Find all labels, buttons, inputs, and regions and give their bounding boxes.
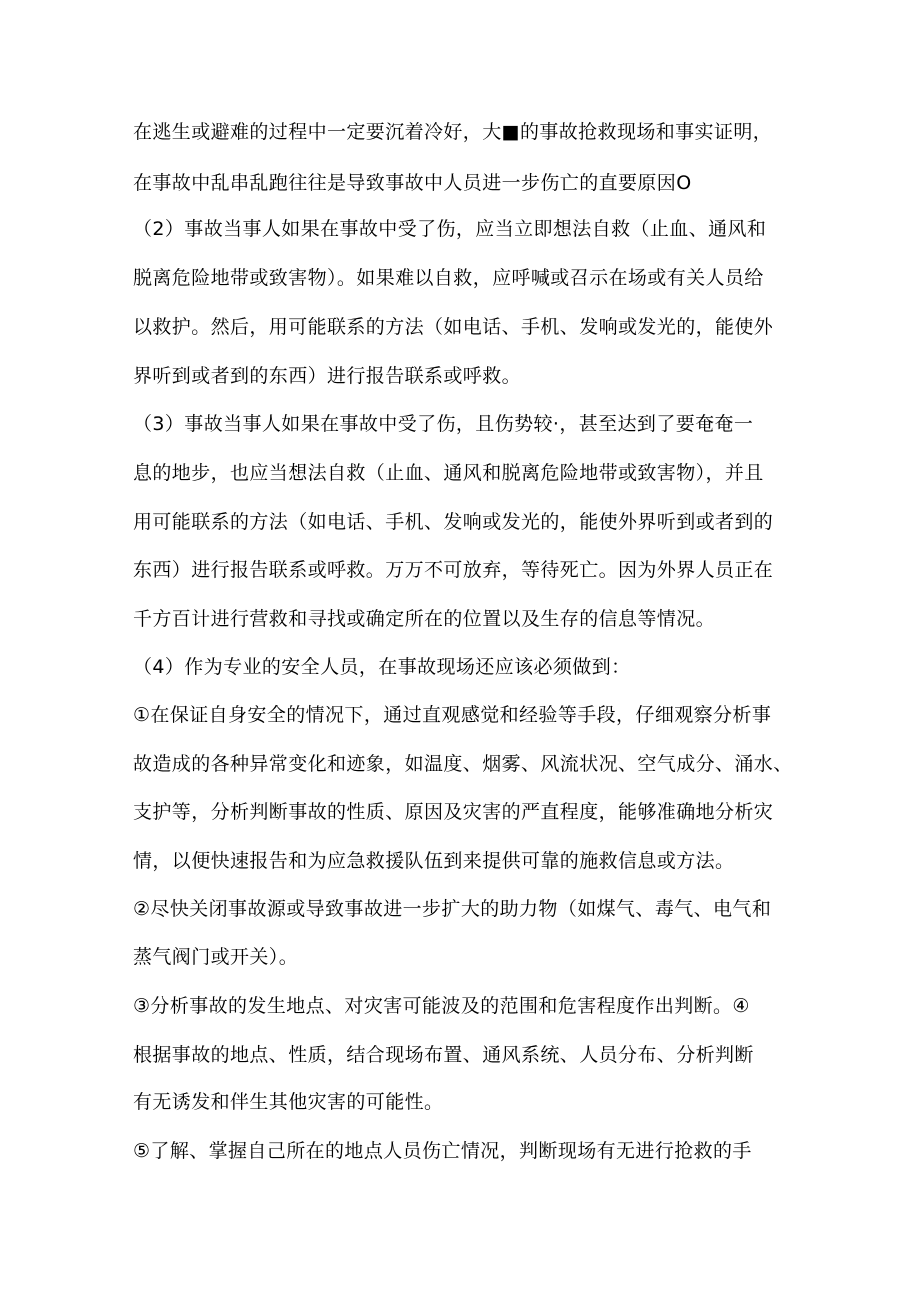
text-line: 以救护。然后，用可能联系的方法（如电话、手机、发响或发光的，能使外	[133, 316, 774, 338]
text-line: 用可能联系的方法（如电话、手机、发响或发光的，能使外界听到或者到的	[133, 511, 774, 533]
text-line: （4）作为专业的安全人员，在事故现场还应该必须做到：	[133, 656, 631, 678]
text-line: 有无诱发和伴生其他灾害的可能性。	[133, 1091, 444, 1113]
text-line: ②尽快关闭事故源或导致事故进一步扩大的助力物（如煤气、毒气、电气和	[133, 898, 772, 920]
text-line: 故造成的各种异常变化和迹象，如温度、烟雾、风流状况、空气成分、涌水、	[133, 753, 793, 775]
text-line: 息的地步，也应当想法自救（止血、通风和脱离危险地带或致害物），并且	[133, 462, 764, 484]
text-line: （2）事故当事人如果在事故中受了伤，应当立即想法自救（止血、通风和	[133, 218, 767, 240]
text-line: 脱离危险地带或致害物）。如果难以自救，应呼喊或召示在场或有关人员给	[133, 267, 764, 289]
text-line: 根据事故的地点、性质，结合现场布置、通风系统、人员分布、分析判断	[133, 1044, 754, 1066]
text-line: 支护等，分析判断事故的性质、原因及灾害的严直程度，能够准确地分析灾	[133, 801, 774, 823]
text-line: 情，以便快速报告和为应急救援队伍到来提供可靠的施救信息或方法。	[133, 850, 735, 872]
text-line: （3）事故当事人如果在事故中受了伤，且伤势较·，甚至达到了要奄奄一	[133, 413, 754, 435]
text-line: 在事故中乱串乱跑往往是导致事故中人员进一步伤亡的直要原因O	[133, 172, 692, 194]
text-line: 蒸气阀门或开关）。	[133, 946, 299, 968]
text-line: 东西）进行报告联系或呼救。万万不可放弃，等待死亡。因为外界人员正在	[133, 559, 774, 581]
text-line: ③分析事故的发生地点、对灾害可能波及的范围和危害程度作出判断。④	[133, 995, 750, 1017]
text-line: 千方百计进行营救和寻找或确定所在的位置以及生存的信息等情况。	[133, 608, 716, 630]
text-line: ⑤了解、掌握自己所在的地点人员伤亡情况，判断现场有无进行抢救的手	[133, 1140, 752, 1162]
text-line: 在逃生或避难的过程中一定要沉着冷好，大■的事故抢救现场和事实证明，	[133, 121, 773, 143]
text-line: ①在保证自身安全的情况下，通过直观感觉和经验等手段，仔细观察分析事	[133, 704, 772, 726]
text-line: 界听到或者到的东西）进行报告联系或呼救。	[133, 365, 522, 387]
